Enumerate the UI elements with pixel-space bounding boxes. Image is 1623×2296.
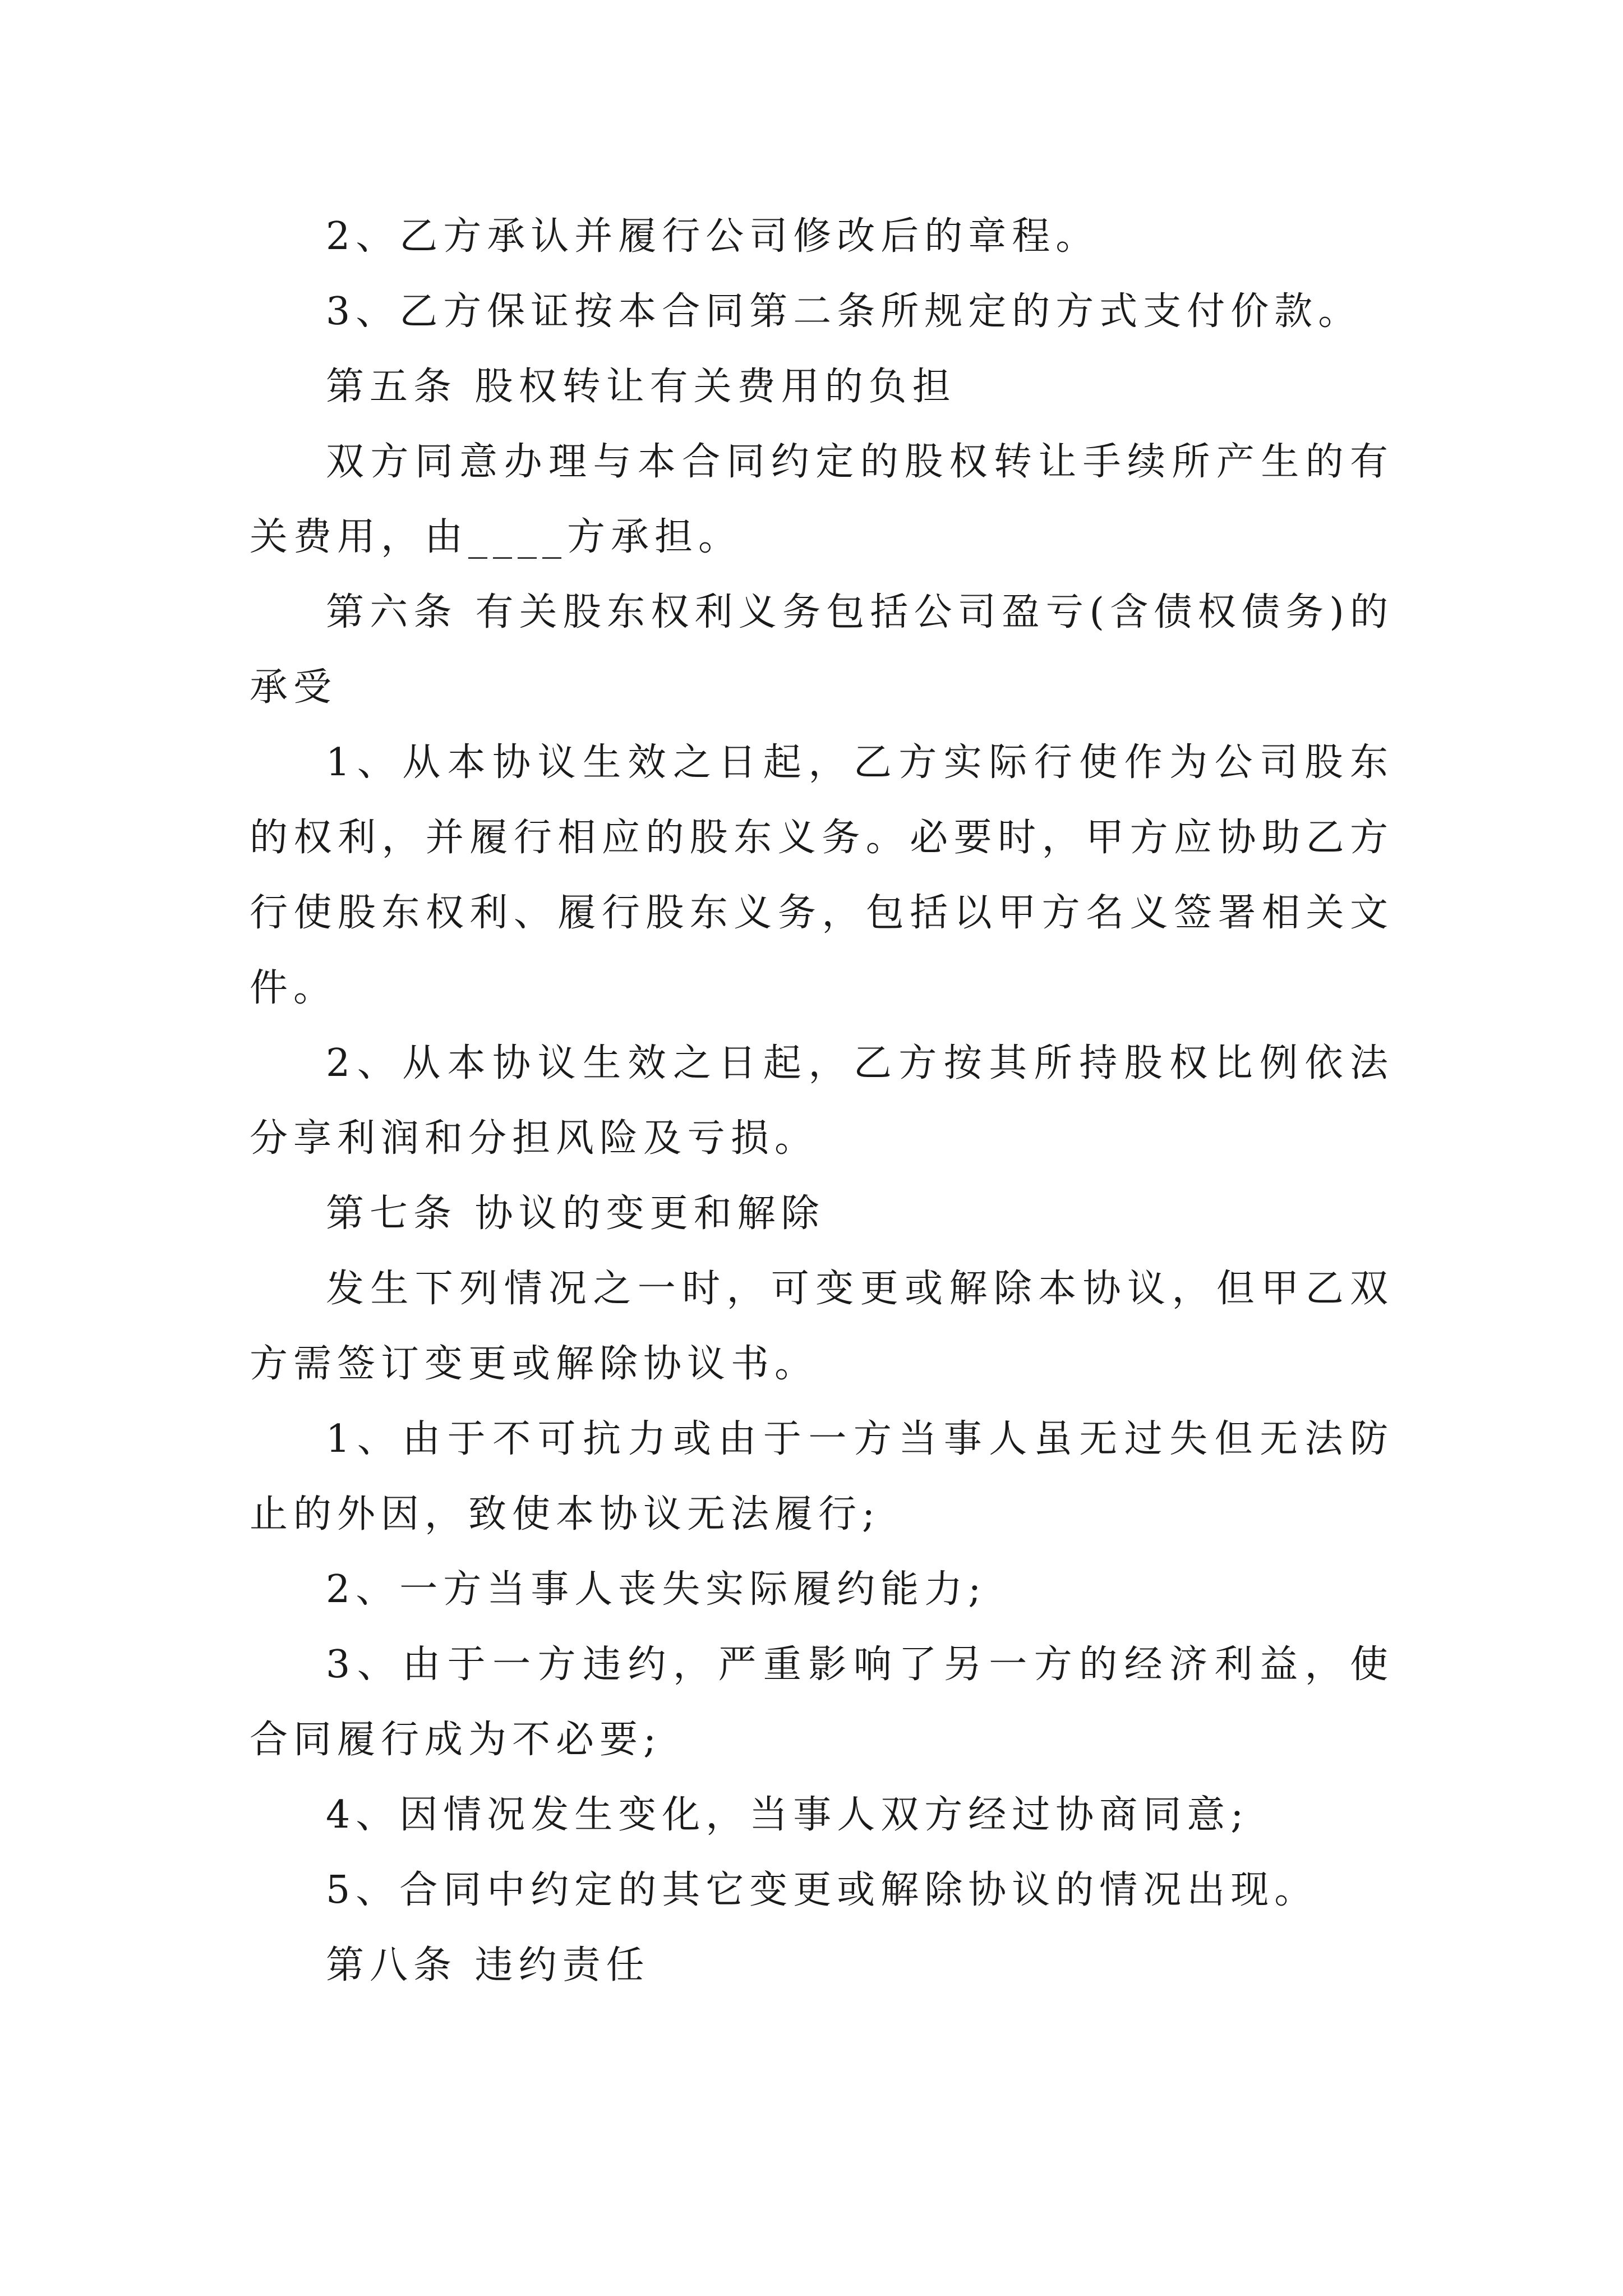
clause-7-intro: 发生下列情况之一时，可变更或解除本协议，但甲乙双方需签订变更或解除协议书。	[250, 1267, 1394, 1386]
clause-4-item-2: 2、乙方承认并履行公司修改后的章程。	[326, 214, 1100, 259]
clause-6-heading: 第六条 有关股东权利义务包括公司盈亏(含债权债务)的承受	[250, 590, 1394, 710]
clause-7-item-5: 5、合同中约定的其它变更或解除协议的情况出现。	[326, 1868, 1318, 1912]
clause-7-item-3: 3、由于一方违约，严重影响了另一方的经济利益，使合同履行成为不必要;	[250, 1642, 1394, 1762]
clause-5-text: 双方同意办理与本合同约定的股权转让手续所产生的有关费用，由____方承担。	[250, 440, 1394, 559]
clause-7-item-1: 1、由于不可抗力或由于一方当事人虽无过失但无法防止的外因，致使本协议无法履行;	[250, 1417, 1394, 1536]
clause-6-item-1: 1、从本协议生效之日起，乙方实际行使作为公司股东的权利，并履行相应的股东义务。必要时，甲方应协助乙方行使股东权利、履行股东义务，包括以甲方名义签署相关文件。	[250, 740, 1394, 1010]
clause-6-item-2: 2、从本协议生效之日起，乙方按其所持股权比例依法分享利润和分担风险及亏损。	[250, 1041, 1394, 1161]
clause-4-item-3: 3、乙方保证按本合同第二条所规定的方式支付价款。	[326, 289, 1362, 334]
clause-7-heading: 第七条 协议的变更和解除	[326, 1191, 825, 1236]
clause-7-item-4: 4、因情况发生变化，当事人双方经过协商同意;	[326, 1793, 1249, 1837]
clause-7-item-2: 2、一方当事人丧失实际履约能力;	[326, 1567, 987, 1612]
clause-8-heading: 第八条 违约责任	[326, 1943, 650, 1987]
clause-5-heading: 第五条 股权转让有关费用的负担	[326, 365, 956, 409]
document-body	[250, 199, 1394, 2003]
